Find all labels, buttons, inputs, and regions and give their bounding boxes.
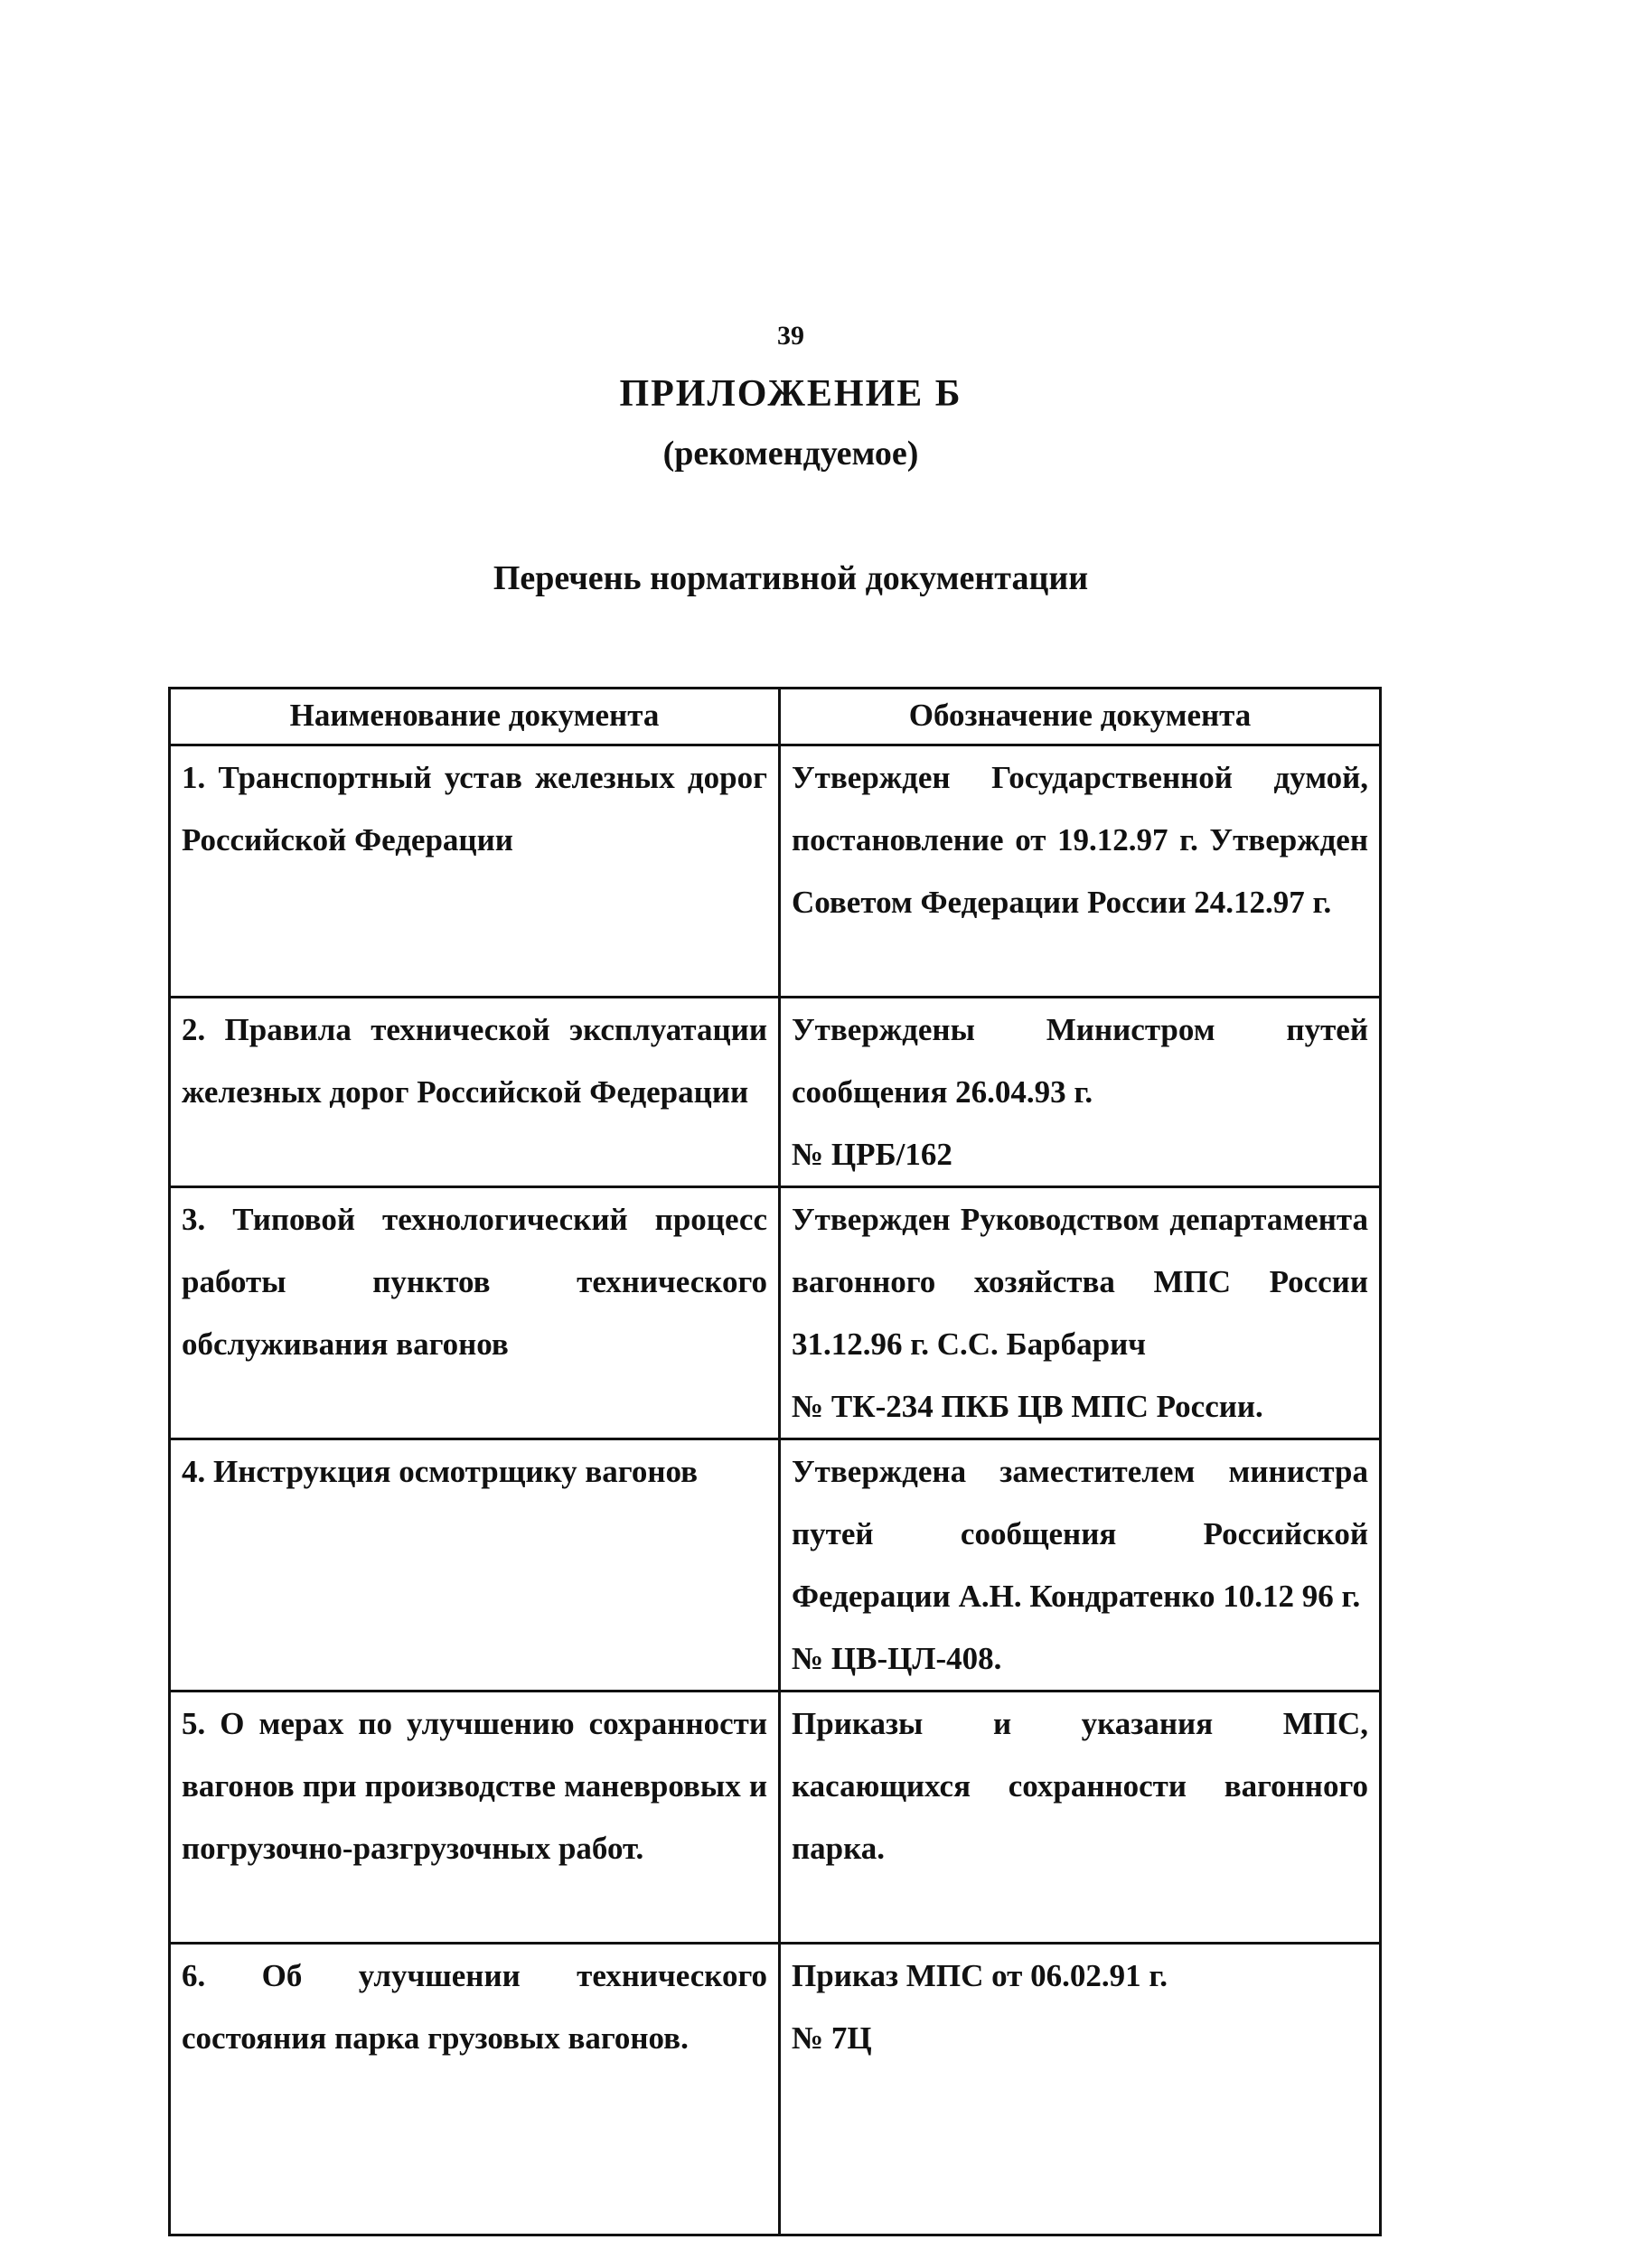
designation-text: Утверждена заместителем министра путей сообщения Российской Федерации А.Н. Кондратенко 10.12 96 г. xyxy=(792,1454,1368,1614)
table-header-row xyxy=(170,689,1381,745)
document-designation-cell xyxy=(780,1692,1381,1944)
document-designation-cell xyxy=(780,1944,1381,2235)
document-designation-cell xyxy=(780,745,1381,998)
designation-text: Приказ МПС от 06.02.91 г. xyxy=(792,1958,1168,1993)
page-number: 39 xyxy=(777,321,804,351)
designation-text: Утвержден Государственной думой, постановление от 19.12.97 г. Утвержден Советом Федерации России 24.12.97 г. xyxy=(792,760,1368,920)
list-title: Перечень нормативной документации xyxy=(493,559,1089,597)
table-row xyxy=(170,1944,1381,2235)
appendix-subtitle: (рекомендуемое) xyxy=(662,435,919,473)
designation-text: Утвержден Руководством департамента вагонного хозяйства МПС России 31.12.96 г. С.С. Барбарич xyxy=(792,1202,1368,1362)
normative-documents-table xyxy=(168,687,1382,2236)
table-row xyxy=(170,1692,1381,1944)
document-designation-cell xyxy=(780,998,1381,1187)
document-name-cell: 6. Об улучшении технического состояния парка грузовых вагонов. xyxy=(170,1944,780,2235)
header-document-designation: Обозначение документа xyxy=(780,689,1381,745)
document-name-cell: 2. Правила технической эксплуатации железных дорог Российской Федерации xyxy=(170,998,780,1187)
table-row xyxy=(170,1187,1381,1439)
designation-code: № ТК-234 ПКБ ЦВ МПС России. xyxy=(792,1389,1263,1424)
header-document-name: Наименование документа xyxy=(170,689,780,745)
document-designation-cell xyxy=(780,1439,1381,1692)
designation-code: № ЦРБ/162 xyxy=(792,1137,952,1172)
document-name-cell: 1. Транспортный устав железных дорог Российской Федерации xyxy=(170,745,780,998)
appendix-title: ПРИЛОЖЕНИЕ Б xyxy=(619,373,962,415)
designation-text: Приказы и указания МПС, касающихся сохранности вагонного парка. xyxy=(792,1706,1368,1866)
document-name-cell: 4. Инструкция осмотрщику вагонов xyxy=(170,1439,780,1692)
designation-code: № ЦВ-ЦЛ-408. xyxy=(792,1641,1002,1676)
document-designation-cell xyxy=(780,1187,1381,1439)
designation-code: № 7Ц xyxy=(792,2020,872,2056)
designation-text: Утверждены Министром путей сообщения 26.04.93 г. xyxy=(792,1012,1368,1110)
document-name-cell: 3. Типовой технологический процесс работы пунктов технического обслуживания вагонов xyxy=(170,1187,780,1439)
table-row xyxy=(170,998,1381,1187)
table-row xyxy=(170,1439,1381,1692)
document-name-cell: 5. О мерах по улучшению сохранности вагонов при производстве маневровых и погрузочно-разгрузочных работ. xyxy=(170,1692,780,1944)
table-row xyxy=(170,745,1381,998)
